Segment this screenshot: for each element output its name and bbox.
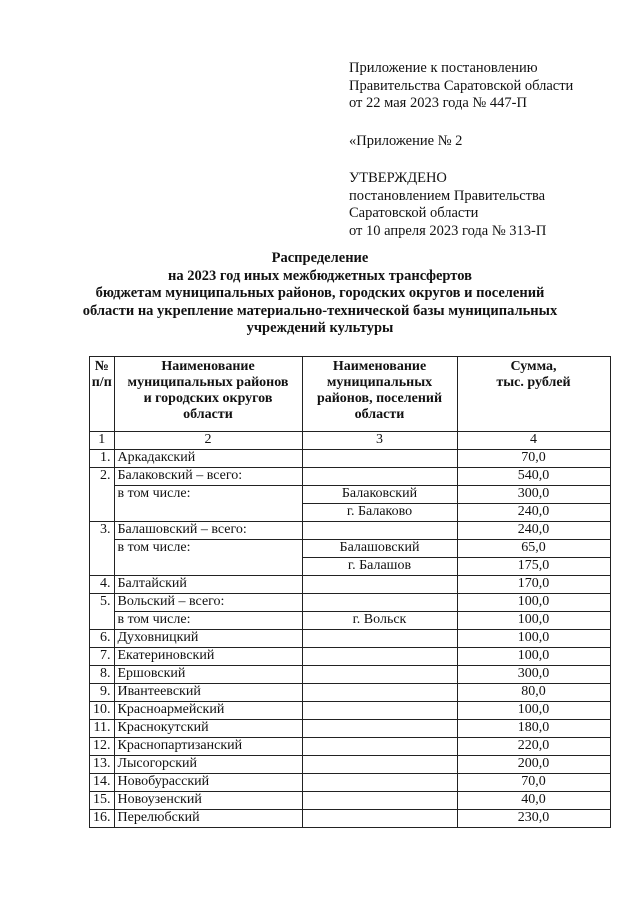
header-line: Правительства Саратовской области — [349, 77, 574, 94]
row-district-name — [114, 558, 302, 576]
table-row — [90, 612, 611, 630]
row-number: 11. — [90, 720, 115, 738]
row-settlement-name — [302, 576, 457, 594]
row-sum: 40,0 — [457, 792, 610, 810]
row-number: 4. — [90, 576, 115, 594]
row-sum: 200,0 — [457, 756, 610, 774]
row-number: 15. — [90, 792, 115, 810]
row-number — [90, 612, 115, 630]
table-row — [90, 720, 611, 738]
row-district-name: Перелюбский — [114, 810, 302, 828]
row-settlement-name — [302, 594, 457, 612]
table-row — [90, 648, 611, 666]
row-settlement-name — [302, 648, 457, 666]
row-number: 3. — [90, 522, 115, 540]
row-settlement-name — [302, 756, 457, 774]
row-sum: 230,0 — [457, 810, 610, 828]
row-district-name: Красноармейский — [114, 702, 302, 720]
table-row — [90, 468, 611, 486]
table-row — [90, 774, 611, 792]
row-number — [90, 486, 115, 504]
column-index: 3 — [302, 432, 457, 450]
row-district-name: Вольский – всего: — [114, 594, 302, 612]
table-row — [90, 576, 611, 594]
row-sum: 220,0 — [457, 738, 610, 756]
row-number: 12. — [90, 738, 115, 756]
approved-label: УТВЕРЖДЕНО — [349, 170, 447, 186]
row-district-name: Ершовский — [114, 666, 302, 684]
table-row — [90, 594, 611, 612]
table-row — [90, 756, 611, 774]
title-line: на 2023 год иных межбюджетных трансфертов — [168, 267, 472, 284]
row-settlement-name — [302, 468, 457, 486]
approved-by-line: постановлением Правительства — [349, 187, 546, 204]
appendix-label: «Приложение № 2 — [349, 132, 463, 149]
row-number — [90, 558, 115, 576]
row-number: 8. — [90, 666, 115, 684]
table-row — [90, 702, 611, 720]
title-line: области на укрепление материально-технической базы муниципальных — [82, 302, 558, 319]
row-sum: 240,0 — [457, 522, 610, 540]
row-sum: 100,0 — [457, 594, 610, 612]
row-district-name: Аркадакский — [114, 450, 302, 468]
table-row — [90, 558, 611, 576]
row-settlement-name — [302, 792, 457, 810]
table-row — [90, 738, 611, 756]
header-sum: Сумма, тыс. рублей — [457, 357, 610, 432]
table-row — [90, 540, 611, 558]
table-row — [90, 792, 611, 810]
table-row — [90, 450, 611, 468]
row-number — [90, 504, 115, 522]
row-district-name: Краснокутский — [114, 720, 302, 738]
row-number: 2. — [90, 468, 115, 486]
approved-by-line: от 10 апреля 2023 года № 313-П — [349, 222, 547, 239]
header-line: от 22 мая 2023 года № 447-П — [349, 95, 527, 111]
table-header-row — [90, 357, 611, 432]
row-sum: 300,0 — [457, 486, 610, 504]
row-sum: 70,0 — [457, 774, 610, 792]
row-district-name: Духовницкий — [114, 630, 302, 648]
row-district-name — [114, 504, 302, 522]
row-number: 5. — [90, 594, 115, 612]
row-settlement-name: г. Вольск — [302, 612, 457, 630]
row-sum: 300,0 — [457, 666, 610, 684]
row-settlement-name: г. Балашов — [302, 558, 457, 576]
row-settlement-name — [302, 522, 457, 540]
title-line: учреждений культуры — [246, 320, 394, 336]
table-row — [90, 486, 611, 504]
row-sum: 100,0 — [457, 630, 610, 648]
header-line: Приложение к постановлению — [349, 60, 538, 76]
column-index-row — [90, 432, 611, 450]
row-number: 10. — [90, 702, 115, 720]
row-sum: 100,0 — [457, 702, 610, 720]
row-sum: 100,0 — [457, 648, 610, 666]
title-line: Распределение — [271, 250, 369, 266]
row-settlement-name — [302, 450, 457, 468]
table-row — [90, 684, 611, 702]
column-index: 4 — [457, 432, 610, 450]
row-settlement-name — [302, 630, 457, 648]
table-row — [90, 504, 611, 522]
title-line: бюджетам муниципальных районов, городских округов и поселений — [95, 285, 545, 301]
row-number: 13. — [90, 756, 115, 774]
row-district-name: Балтайский — [114, 576, 302, 594]
row-sum: 70,0 — [457, 450, 610, 468]
row-district-name: в том числе: — [114, 540, 302, 558]
row-settlement-name — [302, 738, 457, 756]
column-index: 1 — [90, 432, 115, 450]
distribution-table — [89, 356, 611, 828]
row-settlement-name: Балашовский — [302, 540, 457, 558]
row-district-name: в том числе: — [114, 612, 302, 630]
row-number: 7. — [90, 648, 115, 666]
row-settlement-name: Балаковский — [302, 486, 457, 504]
row-settlement-name — [302, 684, 457, 702]
row-district-name: в том числе: — [114, 486, 302, 504]
table-row — [90, 810, 611, 828]
column-index: 2 — [114, 432, 302, 450]
row-settlement-name — [302, 666, 457, 684]
row-sum: 180,0 — [457, 720, 610, 738]
row-sum: 80,0 — [457, 684, 610, 702]
document-title — [60, 250, 580, 338]
row-sum: 65,0 — [457, 540, 610, 558]
row-settlement-name — [302, 774, 457, 792]
row-number: 16. — [90, 810, 115, 828]
row-settlement-name — [302, 702, 457, 720]
row-district-name: Екатериновский — [114, 648, 302, 666]
row-settlement-name — [302, 810, 457, 828]
row-district-name: Новобурасский — [114, 774, 302, 792]
row-district-name: Балашовский – всего: — [114, 522, 302, 540]
row-district-name: Лысогорский — [114, 756, 302, 774]
row-sum: 240,0 — [457, 504, 610, 522]
row-district-name: Балаковский – всего: — [114, 468, 302, 486]
table-row — [90, 630, 611, 648]
row-number — [90, 540, 115, 558]
row-settlement-name — [302, 720, 457, 738]
row-settlement-name: г. Балаково — [302, 504, 457, 522]
table-row — [90, 666, 611, 684]
document-header — [349, 60, 619, 240]
row-district-name: Ивантеевский — [114, 684, 302, 702]
row-number: 6. — [90, 630, 115, 648]
row-number: 14. — [90, 774, 115, 792]
header-district: Наименование муниципальных районов и городских округов области — [114, 357, 302, 432]
row-sum: 175,0 — [457, 558, 610, 576]
row-sum: 100,0 — [457, 612, 610, 630]
row-district-name: Новоузенский — [114, 792, 302, 810]
row-sum: 540,0 — [457, 468, 610, 486]
approved-by-line: Саратовской области — [349, 205, 479, 221]
row-number: 1. — [90, 450, 115, 468]
row-district-name: Краснопартизанский — [114, 738, 302, 756]
header-settlement: Наименование муниципальных районов, поселений области — [302, 357, 457, 432]
row-sum: 170,0 — [457, 576, 610, 594]
header-num: № п/п — [90, 357, 115, 432]
row-number: 9. — [90, 684, 115, 702]
table-row — [90, 522, 611, 540]
